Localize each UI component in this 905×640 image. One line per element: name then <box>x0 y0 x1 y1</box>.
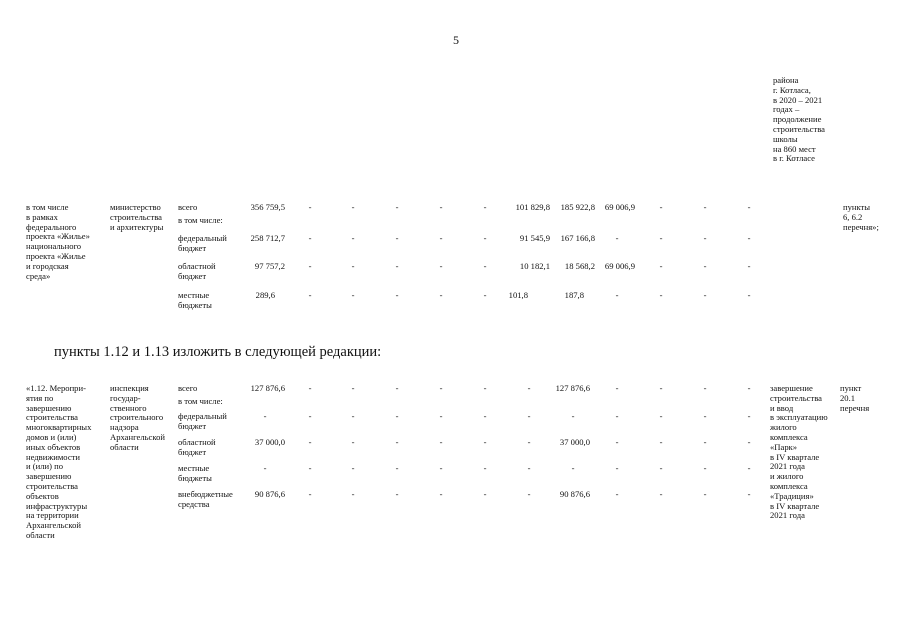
empty-cell: - <box>395 411 399 421</box>
empty-cell: - <box>703 233 707 243</box>
empty-cell: - <box>395 463 399 473</box>
empty-cell: - <box>308 437 312 447</box>
responsible-executor: министерство строительства и архитектуры <box>110 202 164 232</box>
amount-cell: 10 182,1 <box>519 261 550 271</box>
empty-cell: - <box>308 411 312 421</box>
empty-cell: - <box>483 437 487 447</box>
empty-cell: - <box>439 437 443 447</box>
empty-cell: - <box>747 233 751 243</box>
empty-cell: - <box>659 411 663 421</box>
empty-cell: - <box>351 261 355 271</box>
empty-cell: - <box>351 290 355 300</box>
amount-cell: - <box>615 233 619 243</box>
list-reference: пункт 20.1 перечня <box>840 383 870 413</box>
previous-row-result-fragment: района г. Котласа, в 2020 – 2021 годах – продолжение строительства школы на 860 мест в г. Котласе <box>773 75 825 164</box>
empty-cell: - <box>527 411 531 421</box>
empty-cell: - <box>747 411 751 421</box>
funding-source: в том числе: <box>178 215 223 225</box>
empty-cell: - <box>351 489 355 499</box>
empty-cell: - <box>483 261 487 271</box>
empty-cell: - <box>395 233 399 243</box>
empty-cell: - <box>703 437 707 447</box>
amount-cell: 69 006,9 <box>604 261 635 271</box>
empty-cell: - <box>747 463 751 473</box>
empty-cell: - <box>615 489 619 499</box>
empty-cell: - <box>395 202 399 212</box>
measure-name: в том числе в рамках федерального проекта «Жилье» национального проекта «Жилье и городская среда» <box>26 202 90 281</box>
empty-cell: - <box>308 233 312 243</box>
amount-cell: - <box>571 463 575 473</box>
empty-cell: - <box>747 290 751 300</box>
empty-cell: - <box>703 489 707 499</box>
empty-cell: - <box>439 290 443 300</box>
empty-cell: - <box>308 290 312 300</box>
empty-cell: - <box>527 383 531 393</box>
empty-cell: - <box>747 489 751 499</box>
funding-source: внебюджетные средства <box>178 489 233 509</box>
amount-cell: 185 922,8 <box>560 202 595 212</box>
total-amount: 356 759,5 <box>250 202 285 212</box>
empty-cell: - <box>703 383 707 393</box>
empty-cell: - <box>659 489 663 499</box>
list-reference: пункты 6, 6.2 перечня»; <box>843 202 879 232</box>
empty-cell: - <box>308 489 312 499</box>
expected-result: завершение строительства и ввод в эксплуатацию жилого комплекса «Парк» в IV квартале 2021 года и жилого комплекса «Традиция» в IV квартале 2021 года <box>770 383 828 521</box>
empty-cell: - <box>483 202 487 212</box>
empty-cell: - <box>395 383 399 393</box>
empty-cell: - <box>659 463 663 473</box>
total-amount: 37 000,0 <box>254 437 285 447</box>
empty-cell: - <box>351 233 355 243</box>
empty-cell: - <box>351 202 355 212</box>
empty-cell: - <box>615 463 619 473</box>
empty-cell: - <box>703 463 707 473</box>
total-amount: 90 876,6 <box>254 489 285 499</box>
empty-cell: - <box>747 202 751 212</box>
total-amount: - <box>263 463 267 473</box>
funding-source: всего <box>178 383 198 393</box>
empty-cell: - <box>527 437 531 447</box>
empty-cell: - <box>395 489 399 499</box>
empty-cell: - <box>439 383 443 393</box>
amount-cell: - <box>615 290 619 300</box>
amount-cell: 18 568,2 <box>564 261 595 271</box>
total-amount: 289,6 <box>255 290 275 300</box>
empty-cell: - <box>483 489 487 499</box>
amount-cell: 101 829,8 <box>515 202 550 212</box>
empty-cell: - <box>703 202 707 212</box>
empty-cell: - <box>747 383 751 393</box>
amount-cell: 101,8 <box>508 290 528 300</box>
amount-cell: 127 876,6 <box>555 383 590 393</box>
total-amount: 127 876,6 <box>250 383 285 393</box>
empty-cell: - <box>615 437 619 447</box>
empty-cell: - <box>395 261 399 271</box>
amount-cell: 187,8 <box>564 290 584 300</box>
empty-cell: - <box>527 489 531 499</box>
empty-cell: - <box>483 463 487 473</box>
funding-source: местные бюджеты <box>178 290 212 310</box>
funding-source: федеральный бюджет <box>178 233 227 253</box>
empty-cell: - <box>439 489 443 499</box>
empty-cell: - <box>351 463 355 473</box>
empty-cell: - <box>308 383 312 393</box>
amount-cell: 91 545,9 <box>519 233 550 243</box>
empty-cell: - <box>703 411 707 421</box>
funding-source: в том числе: <box>178 396 223 406</box>
total-amount: 97 757,2 <box>254 261 285 271</box>
empty-cell: - <box>659 261 663 271</box>
empty-cell: - <box>483 233 487 243</box>
empty-cell: - <box>527 463 531 473</box>
empty-cell: - <box>439 463 443 473</box>
empty-cell: - <box>351 437 355 447</box>
empty-cell: - <box>615 383 619 393</box>
empty-cell: - <box>483 383 487 393</box>
empty-cell: - <box>395 437 399 447</box>
amount-cell: 90 876,6 <box>559 489 590 499</box>
empty-cell: - <box>439 233 443 243</box>
empty-cell: - <box>308 261 312 271</box>
funding-source: всего <box>178 202 198 212</box>
empty-cell: - <box>659 233 663 243</box>
empty-cell: - <box>439 261 443 271</box>
empty-cell: - <box>703 290 707 300</box>
total-amount: - <box>263 411 267 421</box>
amount-cell: - <box>571 411 575 421</box>
funding-source: областной бюджет <box>178 261 216 281</box>
measure-name: «1.12. Меропри- ятия по завершению строительства многоквартирных домов и (или) иных объектов недвижимости и (или) по завершению строительства объектов инфраструктуры на территории Архангельской области <box>26 383 92 540</box>
total-amount: 258 712,7 <box>250 233 285 243</box>
empty-cell: - <box>351 411 355 421</box>
empty-cell: - <box>308 202 312 212</box>
empty-cell: - <box>659 383 663 393</box>
empty-cell: - <box>483 411 487 421</box>
empty-cell: - <box>659 202 663 212</box>
empty-cell: - <box>439 411 443 421</box>
funding-source: федеральный бюджет <box>178 411 227 431</box>
empty-cell: - <box>747 437 751 447</box>
empty-cell: - <box>351 383 355 393</box>
empty-cell: - <box>483 290 487 300</box>
amount-cell: 69 006,9 <box>604 202 635 212</box>
empty-cell: - <box>308 463 312 473</box>
empty-cell: - <box>659 290 663 300</box>
funding-source: областной бюджет <box>178 437 216 457</box>
amount-cell: 167 166,8 <box>560 233 595 243</box>
empty-cell: - <box>615 411 619 421</box>
responsible-executor: инспекция государ- ственного строительного надзора Архангельской области <box>110 383 165 452</box>
empty-cell: - <box>395 290 399 300</box>
empty-cell: - <box>659 437 663 447</box>
funding-source: местные бюджеты <box>178 463 212 483</box>
page-number: 5 <box>453 33 459 47</box>
empty-cell: - <box>703 261 707 271</box>
empty-cell: - <box>747 261 751 271</box>
section-heading: пункты 1.12 и 1.13 изложить в следующей редакции: <box>54 344 382 360</box>
amount-cell: 37 000,0 <box>559 437 590 447</box>
empty-cell: - <box>439 202 443 212</box>
